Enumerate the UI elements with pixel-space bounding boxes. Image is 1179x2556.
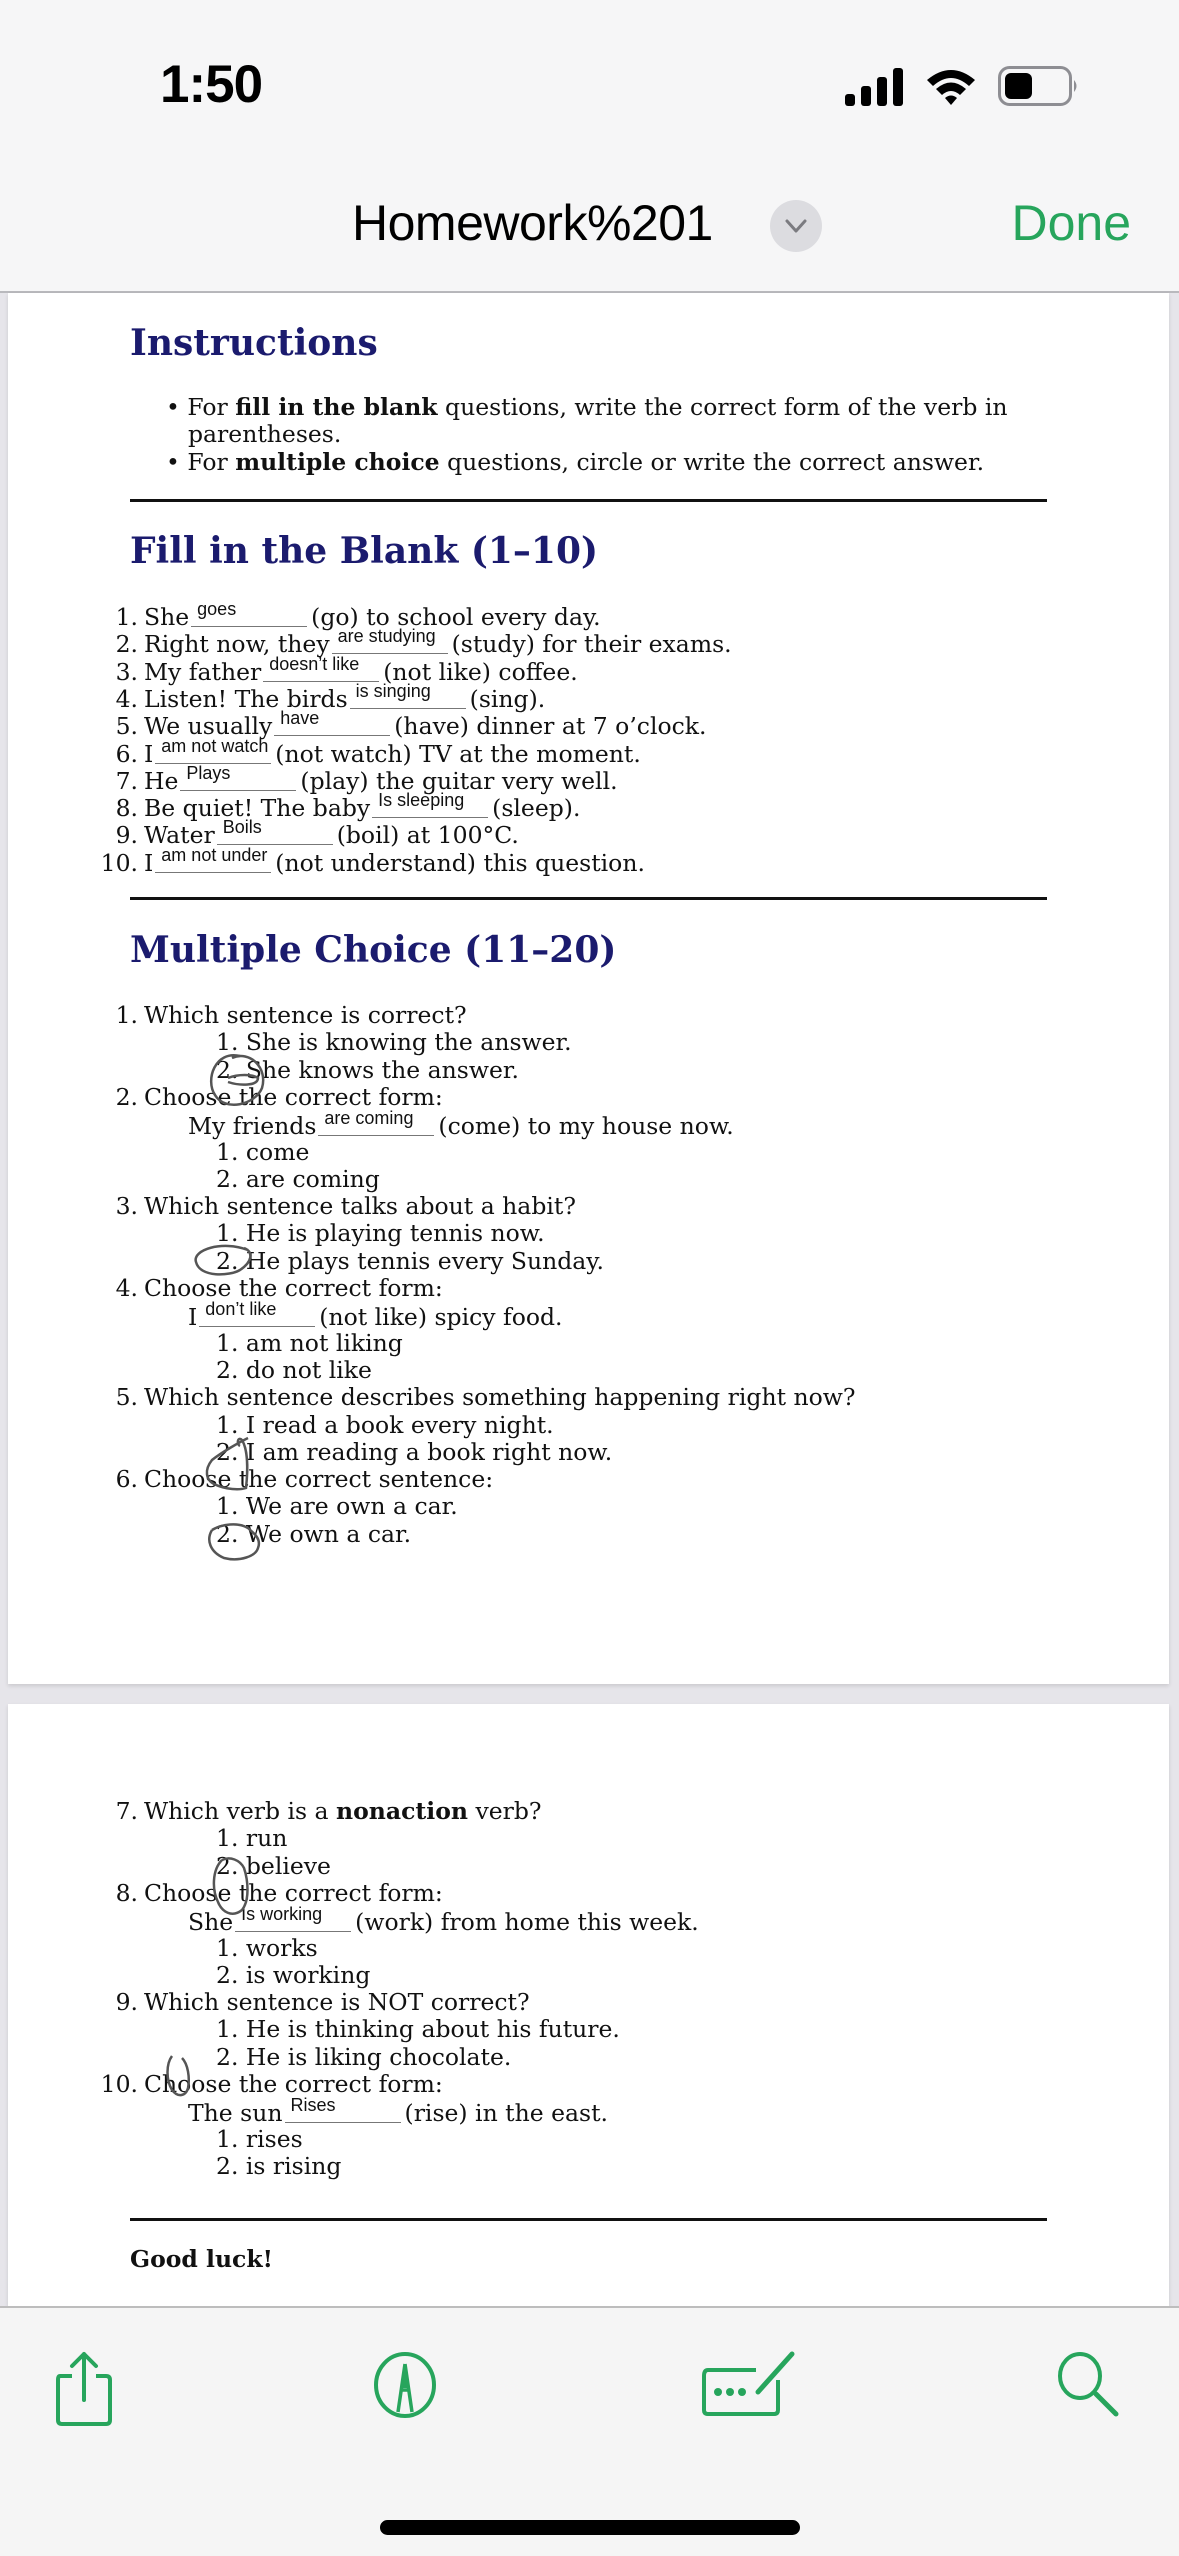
item-suffix: (not like) coffee. — [383, 657, 578, 686]
answer-option[interactable]: 2. is working — [216, 1960, 371, 1989]
instructions-heading: Instructions — [130, 322, 378, 364]
answer-option[interactable]: 1. come — [216, 1137, 310, 1166]
navigation-bar — [0, 160, 1179, 293]
answer-text: have — [280, 708, 320, 729]
battery-icon — [998, 66, 1080, 106]
answer-field[interactable] — [180, 762, 296, 791]
answer-text: am not watch — [161, 735, 269, 756]
question-number: 9. — [115, 1988, 138, 2017]
item-prefix: I — [144, 739, 154, 768]
fill-blank-item — [100, 626, 732, 659]
answer-text: doesn’t like — [269, 653, 360, 674]
answer-option[interactable]: 1. rises — [216, 2124, 303, 2153]
bottom-toolbar — [0, 2306, 1179, 2556]
item-number: 7. — [115, 766, 138, 795]
answer-text: Rises — [290, 2095, 336, 2116]
question-text: Which sentence is NOT correct? — [144, 1988, 530, 2017]
title-menu-button[interactable] — [770, 200, 822, 252]
item-number: 5. — [115, 712, 138, 741]
bullet-text: For — [187, 448, 236, 476]
answer-option[interactable]: 2. do not like — [216, 1355, 372, 1384]
bullet-bold: fill in the blank — [235, 393, 438, 421]
fill-in-blank-heading: Fill in the Blank (1–10) — [130, 530, 599, 572]
question-number: 3. — [115, 1192, 138, 1221]
fill-suffix: (come) to my house now. — [438, 1112, 734, 1141]
item-suffix: (sleep). — [492, 794, 581, 823]
answer-field[interactable] — [285, 2095, 401, 2123]
answer-option[interactable]: 1. We are own a car. — [216, 1492, 458, 1521]
instruction-bullet: • For multiple choice questions, circle or write the correct answer. — [166, 448, 985, 476]
answer-field[interactable] — [191, 599, 307, 627]
question-text: Which sentence is correct? — [144, 1001, 467, 1029]
item-number: 10. — [100, 848, 138, 877]
item-number: 6. — [115, 739, 138, 768]
answer-option[interactable]: 2. are coming — [216, 1164, 380, 1193]
item-number: 8. — [115, 794, 138, 823]
bullet-text: questions, circle or write the correct answer. — [439, 448, 985, 476]
question-number: 8. — [115, 1878, 138, 1907]
section-divider — [130, 897, 1047, 900]
answer-text: are coming — [324, 1108, 414, 1129]
item-prefix: Be quiet! The baby — [144, 794, 371, 823]
answer-field[interactable] — [155, 844, 271, 873]
question-number: 5. — [115, 1383, 138, 1412]
fill-prefix: The sun — [188, 2099, 283, 2128]
question-fill-sentence — [188, 1904, 699, 1937]
fill-suffix: (work) from home this week. — [355, 1908, 699, 1937]
item-suffix: (study) for their exams. — [451, 630, 732, 659]
section-divider — [130, 2218, 1047, 2221]
answer-option[interactable]: 1. He is playing tennis now. — [216, 1219, 545, 1248]
answer-text: am not under — [161, 844, 268, 865]
item-prefix: Water — [144, 821, 215, 850]
item-number: 2. — [115, 630, 138, 659]
answer-text: Plays — [186, 762, 231, 783]
fill-blank-item — [100, 735, 641, 768]
instruction-bullet: • For fill in the blank questions, write the correct form of the verb in — [166, 393, 1008, 421]
answer-field[interactable] — [372, 790, 488, 818]
question-text: Which sentence describes something happening right now? — [144, 1383, 856, 1412]
answer-text: are studying — [337, 626, 436, 647]
question-fill-sentence — [188, 1299, 563, 1332]
instruction-bullet-continuation: parentheses. — [188, 420, 342, 448]
answer-option[interactable]: 2. He plays tennis every Sunday. — [216, 1246, 604, 1275]
question-number: 1. — [115, 1001, 138, 1029]
chevron-down-icon — [784, 216, 808, 236]
item-number: 1. — [115, 603, 138, 631]
question-text: Which sentence talks about a habit? — [144, 1192, 576, 1221]
home-indicator — [380, 2520, 800, 2535]
question-number: 6. — [115, 1465, 138, 1494]
question — [100, 1798, 542, 1825]
bullet-bold: multiple choice — [235, 448, 440, 476]
fill-suffix: (not like) spicy food. — [319, 1303, 563, 1332]
answer-option[interactable]: 2. is rising — [216, 2151, 342, 2180]
question-text: Choose the correct form: — [144, 1878, 443, 1907]
question-number: 2. — [115, 1082, 138, 1111]
question-text: Which verb is a — [144, 1797, 337, 1825]
question-number: 7. — [115, 1797, 138, 1825]
answer-text: Boils — [222, 817, 262, 838]
item-prefix: He — [144, 766, 179, 795]
answer-text: is singing — [355, 680, 431, 701]
answer-option[interactable]: 2. He is liking chocolate. — [216, 2042, 512, 2071]
item-suffix: (play) the guitar very well. — [300, 766, 618, 795]
answer-field[interactable] — [318, 1108, 434, 1136]
item-number: 4. — [115, 684, 138, 713]
answer-option[interactable]: 2. She knows the answer. — [216, 1055, 519, 1084]
question — [100, 1989, 530, 2016]
answer-option[interactable]: 1. am not liking — [216, 1328, 403, 1357]
question — [100, 1384, 856, 1411]
closing-text: Good luck! — [130, 2245, 273, 2273]
fill-prefix: I — [188, 1303, 198, 1332]
status-bar — [0, 0, 1179, 160]
fill-suffix: (rise) in the east. — [404, 2099, 609, 2128]
question-text: Choose the correct form: — [144, 1082, 443, 1111]
item-prefix: We usually — [144, 712, 273, 741]
question-text: verb? — [467, 1797, 542, 1825]
item-suffix: (have) dinner at 7 o’clock. — [394, 712, 707, 741]
answer-option[interactable]: 2. believe — [216, 1851, 331, 1880]
question-number: 10. — [100, 2070, 138, 2098]
cellular-signal-icon — [845, 68, 905, 106]
question-bold: nonaction — [336, 1797, 468, 1825]
answer-option[interactable]: 2. I am reading a book right now. — [216, 1437, 613, 1466]
item-suffix: (boil) at 100°C. — [336, 821, 519, 850]
answer-option[interactable]: 1. He is thinking about his future. — [216, 2015, 620, 2044]
multiple-choice-heading: Multiple Choice (11–20) — [130, 929, 617, 971]
answer-option[interactable]: 2. We own a car. — [216, 1519, 412, 1548]
answer-option[interactable]: 1. I read a book every night. — [216, 1410, 554, 1439]
answer-option[interactable]: 1. run — [216, 1824, 288, 1853]
answer-field[interactable] — [235, 1904, 351, 1932]
question-text: Choose the correct form: — [144, 1274, 443, 1302]
wifi-icon — [925, 66, 977, 106]
status-time: 1:50 — [160, 55, 263, 114]
fill-prefix: My friends — [188, 1112, 317, 1141]
answer-field[interactable] — [199, 1299, 315, 1327]
question-text: Choose the correct sentence: — [144, 1465, 494, 1494]
section-divider — [130, 499, 1047, 502]
bullet-text: questions, write the correct form of the verb in — [437, 393, 1008, 421]
fill-blank-item — [100, 844, 645, 877]
markup-pen-icon[interactable] — [372, 2350, 438, 2420]
question-fill-sentence — [188, 2095, 609, 2128]
item-prefix: My father — [144, 657, 262, 686]
item-prefix: I — [144, 848, 154, 877]
fill-blank-item — [100, 653, 578, 686]
item-number: 9. — [115, 821, 138, 850]
answer-text: Is sleeping — [378, 790, 465, 811]
fill-blank-item — [100, 790, 581, 823]
item-suffix: (sing). — [469, 684, 546, 713]
signature-icon[interactable] — [700, 2350, 800, 2416]
item-suffix: (go) to school every day. — [311, 603, 601, 631]
item-suffix: (not understand) this question. — [275, 848, 645, 877]
search-icon[interactable] — [1056, 2350, 1122, 2420]
item-number: 3. — [115, 657, 138, 686]
done-button[interactable]: Done — [1011, 195, 1131, 251]
answer-text: Is working — [241, 1904, 323, 1925]
document-title[interactable]: Homework%201 — [352, 195, 713, 251]
share-icon[interactable] — [54, 2350, 114, 2426]
question — [100, 1193, 576, 1220]
question-number: 4. — [115, 1274, 138, 1302]
question-fill-sentence — [188, 1108, 734, 1141]
question — [100, 1466, 493, 1493]
item-prefix: Listen! The birds — [144, 684, 348, 713]
answer-option[interactable]: 1. works — [216, 1933, 318, 1962]
question — [100, 1002, 467, 1029]
answer-text: goes — [197, 599, 237, 619]
fill-blank-item — [100, 762, 618, 795]
question-text: Choose the correct form: — [144, 2070, 443, 2098]
item-prefix: Right now, they — [144, 630, 330, 659]
item-suffix: (not watch) TV at the moment. — [275, 739, 641, 768]
answer-option[interactable]: 1. She is knowing the answer. — [216, 1028, 572, 1057]
item-prefix: She — [144, 603, 190, 631]
bullet-text: For — [187, 393, 236, 421]
fill-prefix: She — [188, 1908, 234, 1937]
answer-text: don’t like — [205, 1299, 277, 1320]
answer-field[interactable] — [274, 708, 390, 736]
